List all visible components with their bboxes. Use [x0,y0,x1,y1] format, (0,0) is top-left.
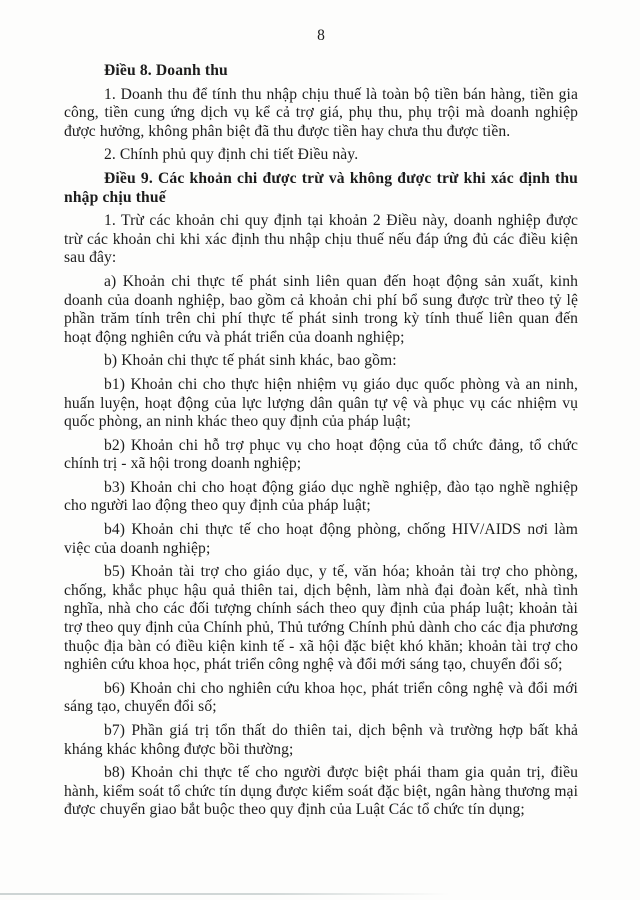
article-9-clause-1: 1. Trừ các khoản chi quy định tại khoản 2 Điều này, doanh nghiệp được trừ các khoản chi khi xác định thu nhập chịu thuế nếu đáp ứng đủ các điều kiện sau đây: [64,212,578,267]
article-9-point-b5: b5) Khoản tài trợ cho giáo dục, y tế, văn hóa; khoản tài trợ cho phòng, chống, khắc phục hậu quả thiên tai, dịch bệnh, làm nhà đại đoàn kết, nhà tình nghĩa, nhà cho các đối tượng chính sách theo quy định của pháp luật; khoản tài trợ theo quy định của Chính phủ, Thủ tướng Chính phủ dành cho các địa phương thuộc địa bàn có điều kiện kinh tế - xã hội đặc biệt khó khăn; khoản tài trợ cho nghiên cứu khoa học, phát triển công nghệ và đổi mới sáng tạo, chuyển đổi số; [64,563,578,674]
article-8-heading: Điều 8. Doanh thu [104,62,228,79]
article-8-clause-1: 1. Doanh thu để tính thu nhập chịu thuế là toàn bộ tiền bán hàng, tiền gia công, tiền cung ứng dịch vụ kể cả trợ giá, phụ thu, phụ trội mà doanh nghiệp được hưởng, không phân biệt đã thu được tiền hay chưa thu được tiền. [64,85,578,140]
article-8-clause-2: 2. Chính phủ quy định chi tiết Điều này. [104,146,359,164]
document-body [64,62,578,820]
article-9-heading: Điều 9. Các khoản chi được trừ và không được trừ khi xác định thu nhập chịu thuế [64,169,578,206]
article-9-point-b4: b4) Khoản chi thực tế cho hoạt động phòng, chống HIV/AIDS nơi làm việc của doanh nghiệp; [64,521,578,557]
article-9-point-b2: b2) Khoản chi hỗ trợ phục vụ cho hoạt động của tổ chức đảng, tổ chức chính trị - xã hội trong doanh nghiệp; [64,436,578,473]
scan-artifact-line [0,893,450,895]
article-9-point-a: a) Khoản chi thực tế phát sinh liên quan đến hoạt động sản xuất, kinh doanh của doanh nghiệp, bao gồm cả khoản chi phí bổ sung được trừ theo tỷ lệ phần trăm tính trên chi phí thực tế phát sinh trong kỳ tính thuế liên quan đến hoạt động nghiên cứu và phát triển của doanh nghiệp; [64,272,578,346]
article-9-point-b3: b3) Khoản chi cho hoạt động giáo dục nghề nghiệp, đào tạo nghề nghiệp cho người lao động theo quy định của pháp luật; [64,478,578,515]
article-9-point-b7: b7) Phần giá trị tổn thất do thiên tai, dịch bệnh và trường hợp bất khả kháng khác không được bồi thường; [64,722,578,758]
page-number: 8 [317,27,325,44]
article-9-point-b1: b1) Khoản chi cho thực hiện nhiệm vụ giáo dục quốc phòng và an ninh, huấn luyện, hoạt động của lực lượng dân quân tự vệ và phục vụ các nhiệm vụ quốc phòng, an ninh khác theo quy định của pháp luật; [64,375,578,431]
article-9-point-b: b) Khoản chi thực tế phát sinh khác, bao gồm: [104,352,397,370]
article-9-point-b8: b8) Khoản chi thực tế cho người được biệt phái tham gia quản trị, điều hành, kiểm soát tổ chức tín dụng được kiểm soát đặc biệt, ngân hàng thương mại được chuyển giao bắt buộc theo quy định của Luật Các tổ chức tín dụng; [64,764,578,819]
article-9-point-b6: b6) Khoản chi cho nghiên cứu khoa học, phát triển công nghệ và đổi mới sáng tạo, chuyển đổi số; [64,679,578,716]
